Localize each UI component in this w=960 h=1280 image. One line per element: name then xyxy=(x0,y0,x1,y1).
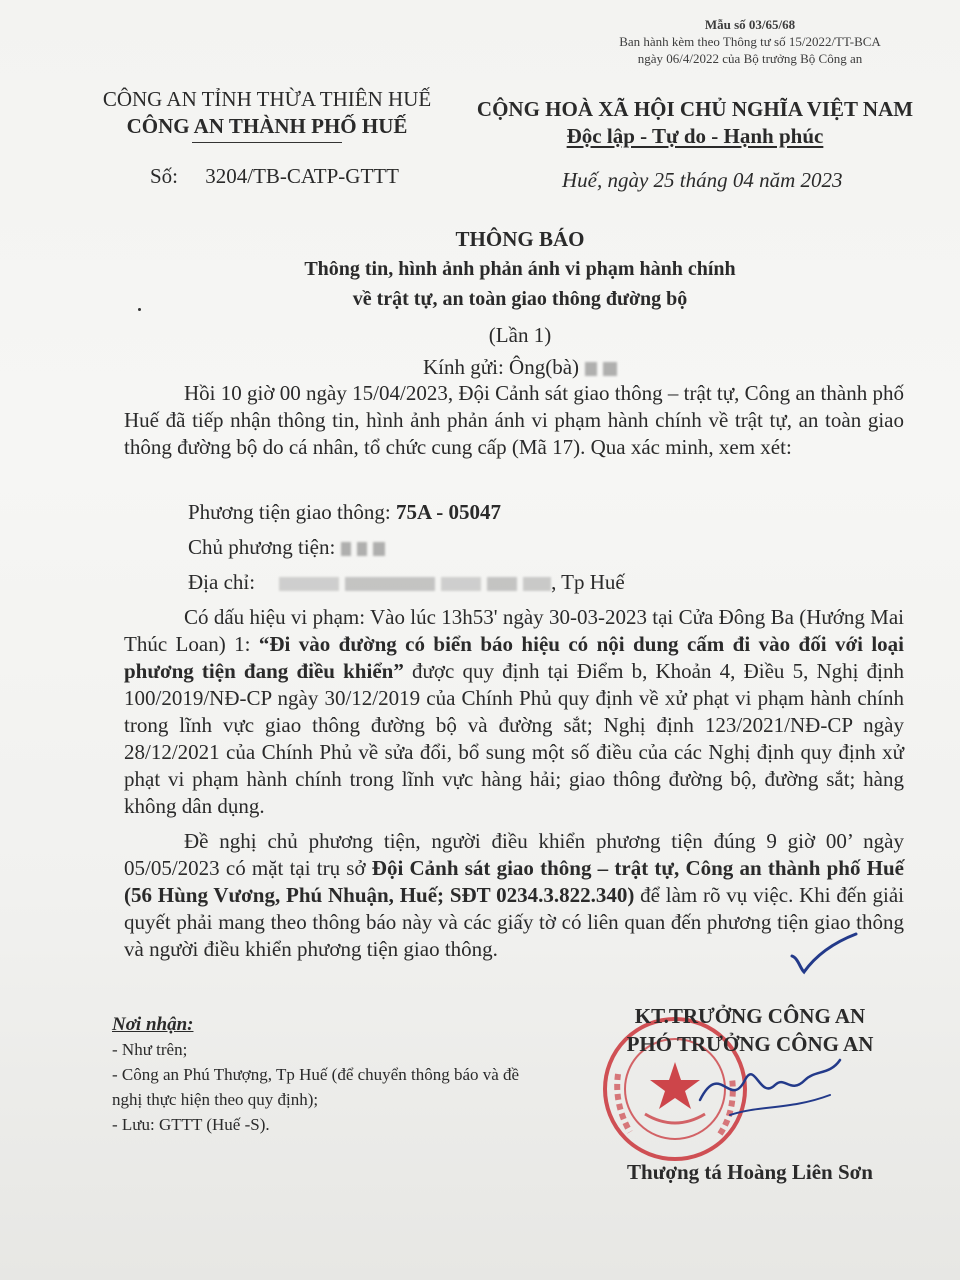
recipient-item: - Công an Phú Thượng, Tp Huế (để chuyển thông báo và đề nghị thực hiện theo quy định); xyxy=(112,1065,520,1109)
request-paragraph xyxy=(124,828,904,963)
form-number: Mẫu số 03/65/68 xyxy=(704,17,796,32)
recipient-line xyxy=(140,352,900,382)
form-issuance: Ban hành kèm theo Thông tư số 15/2022/TT-BCA xyxy=(619,34,881,49)
redacted-address xyxy=(523,577,551,591)
national-motto: Độc lập - Tự do - Hạnh phúc xyxy=(566,124,824,148)
request-details: để làm rõ vụ việc. Khi đến giải quyết phải mang theo thông báo này và các giấy tờ có liên quan đến phương tiện giao thông và người điều khiển phương tiện giao thông. xyxy=(124,883,904,961)
violation-paragraph xyxy=(124,604,904,820)
recipients-title: Nơi nhận: xyxy=(112,1014,194,1035)
signer-name: Thượng tá Hoàng Liên Sơn xyxy=(627,1160,873,1184)
redacted-address xyxy=(279,577,339,591)
national-header xyxy=(470,96,920,150)
redacted-owner xyxy=(357,542,367,556)
violation-description: “Đi vào đường có biển báo hiệu có nội dung cấm đi vào đối với loại phương tiện đang điều khiển” xyxy=(124,632,904,683)
address-tail: , Tp Huế xyxy=(551,570,625,594)
form-code-block xyxy=(600,16,900,67)
redacted-owner xyxy=(341,542,351,556)
redacted-address xyxy=(345,577,435,591)
agency-divider xyxy=(192,142,342,143)
vehicle-label: Phương tiện giao thông: xyxy=(188,500,391,524)
national-title: CỘNG HOÀ XÃ HỘI CHỦ NGHĨA VIỆT NAM xyxy=(476,97,914,121)
document-number-label: Số: xyxy=(150,164,179,188)
owner-label: Chủ phương tiện: xyxy=(188,535,336,559)
form-issuance-date: ngày 06/4/2022 của Bộ trưởng Bộ Công an xyxy=(637,51,863,66)
owner-line xyxy=(188,535,385,560)
recipient-label: Kính gửi: Ông(bà) xyxy=(422,355,580,379)
vehicle-plate: 75A - 05047 xyxy=(395,500,501,524)
agency-name: CÔNG AN THÀNH PHỐ HUẾ xyxy=(126,114,408,138)
recipient-item: - Lưu: GTTT (Huế -S). xyxy=(112,1115,270,1134)
issue-date: Huế, ngày 25 tháng 04 năm 2023 xyxy=(562,168,843,192)
request-intro: Đề nghị chủ phương tiện, người điều khiển phương tiện đúng 9 giờ 00’ ngày 05/05/2023 có mặt tại trụ sở xyxy=(124,829,904,880)
violation-intro: Có dấu hiệu vi phạm: Vào lúc 13h53' ngày 30-03-2023 tại Cửa Đông Ba (Hướng Mai Thúc Loan) 1: xyxy=(124,605,904,656)
agency-parent: CÔNG AN TỈNH THỪA THIÊN HUẾ xyxy=(102,87,432,111)
recipients-block xyxy=(112,1012,532,1137)
vehicle-line xyxy=(188,500,501,525)
recipient-item: - Như trên; xyxy=(112,1040,188,1059)
attempt-number: (Lần 1) xyxy=(488,323,552,347)
intro-paragraph: Hồi 10 giờ 00 ngày 15/04/2023, Đội Cảnh sát giao thông – trật tự, Công an thành phố Huế đã tiếp nhận thông tin, hình ảnh phản ánh vi phạm hành chính về trật tự, an toàn giao thông đường bộ do cá nhân, tổ chức cung cấp (Mã 17). Qua xác minh, xem xét: xyxy=(124,381,904,459)
redacted-name xyxy=(585,362,597,376)
signature-line-2: PHÓ TRƯỞNG CÔNG AN xyxy=(626,1032,874,1056)
document-number-value: 3204/TB-CATP-GTTT xyxy=(205,164,399,188)
redacted-address xyxy=(487,577,517,591)
redacted-name xyxy=(603,362,617,376)
document-subtitle-2: về trật tự, an toàn giao thông đường bộ xyxy=(352,288,688,310)
redacted-address xyxy=(441,577,481,591)
document-subtitle-1: Thông tin, hình ảnh phản ánh vi phạm hành chính xyxy=(304,258,736,280)
pen-tick-mark xyxy=(790,928,860,978)
title-block xyxy=(140,224,900,382)
violation-legal-basis: được quy định tại Điểm b, Khoản 4, Điều 5, Nghị định 100/2019/NĐ-CP ngày 30/12/2019 của Chính Phủ quy định về xử phạt vi phạm hành chính trong lĩnh vực giao thông đường bộ và đường sắt; Nghị định 123/2021/NĐ-CP ngày 28/12/2021 của Chính Phủ về sửa đổi, bổ sung một số điều của các Nghị định quy định xử phạt vi phạm hành chính trong lĩnh vực hàng hải; giao thông đường bộ, đường sắt; hàng không dân dụng. xyxy=(124,659,904,818)
agency-header xyxy=(82,86,452,143)
address-line xyxy=(188,570,625,595)
redacted-owner xyxy=(373,542,385,556)
document-number xyxy=(150,164,399,189)
handwritten-signature xyxy=(690,1040,850,1130)
address-label: Địa chỉ: xyxy=(188,570,256,594)
signature-line-1: KT.TRƯỞNG CÔNG AN xyxy=(634,1004,866,1028)
office-address: Đội Cảnh sát giao thông – trật tự, Công an thành phố Huế (56 Hùng Vương, Phú Nhuận, Huế; SĐT 0234.3.822.340) xyxy=(124,856,904,907)
document-title: THÔNG BÁO xyxy=(455,227,585,251)
